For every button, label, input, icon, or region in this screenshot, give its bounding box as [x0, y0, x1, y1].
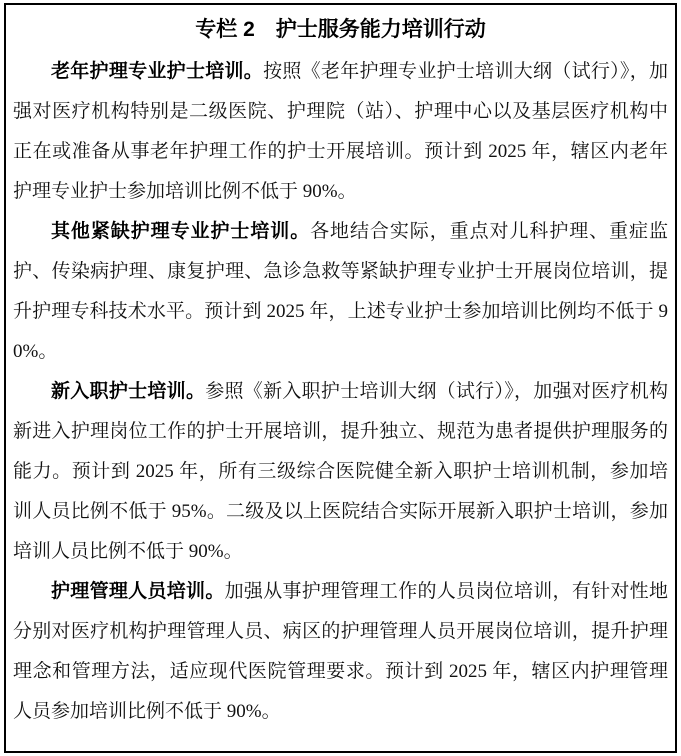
- paragraph-nursing-manager-training: [13, 572, 668, 732]
- panel-body: [13, 52, 668, 732]
- paragraph-text: 按照《老年护理专业护士培训大纲（试行）》，加强对医疗机构特别是二级医院、护理院（站）、护理中心以及基层医疗机构中正在或准备从事老年护理工作的护士开展培训。预计到 2025 年，辖区内老年护理专业护士参加培训比例不低于 90%。: [13, 61, 668, 202]
- paragraph-shortage-specialty-nurse-training: [13, 212, 668, 372]
- column-box-panel: [4, 3, 677, 753]
- panel-title: 专栏 2 护士服务能力培训行动: [195, 18, 486, 41]
- paragraph-lead: 护理管理人员培训。: [51, 581, 225, 602]
- paragraph-lead: 其他紧缺护理专业护士培训。: [51, 221, 311, 242]
- paragraph-lead: 新入职护士培训。: [51, 381, 206, 402]
- paragraph-lead: 老年护理专业护士培训。: [51, 61, 264, 82]
- paragraph-elderly-nurse-training: [13, 52, 668, 212]
- paragraph-text: 各地结合实际，重点对儿科护理、重症监护、传染病护理、康复护理、急诊急救等紧缺护理专业护士开展岗位培训，提升护理专科技术水平。预计到 2025 年，上述专业护士参加培训比例均不低于 90%。: [13, 221, 668, 362]
- paragraph-new-nurse-training: [13, 372, 668, 572]
- paragraph-text: 加强从事护理管理工作的人员岗位培训，有针对性地分别对医疗机构护理管理人员、病区的护理管理人员开展岗位培训，提升护理理念和管理方法，适应现代医院管理要求。预计到 2025 年，辖区内护理管理人员参加培训比例不低于 90%。: [13, 581, 668, 722]
- paragraph-text: 参照《新入职护士培训大纲（试行）》，加强对医疗机构新进入护理岗位工作的护士开展培训，提升独立、规范为患者提供护理服务的能力。预计到 2025 年，所有三级综合医院健全新入职护士培训机制，参加培训人员比例不低于 95%。二级及以上医院结合实际开展新入职护士培训，参加培训人员比例不低于 90%。: [13, 381, 668, 562]
